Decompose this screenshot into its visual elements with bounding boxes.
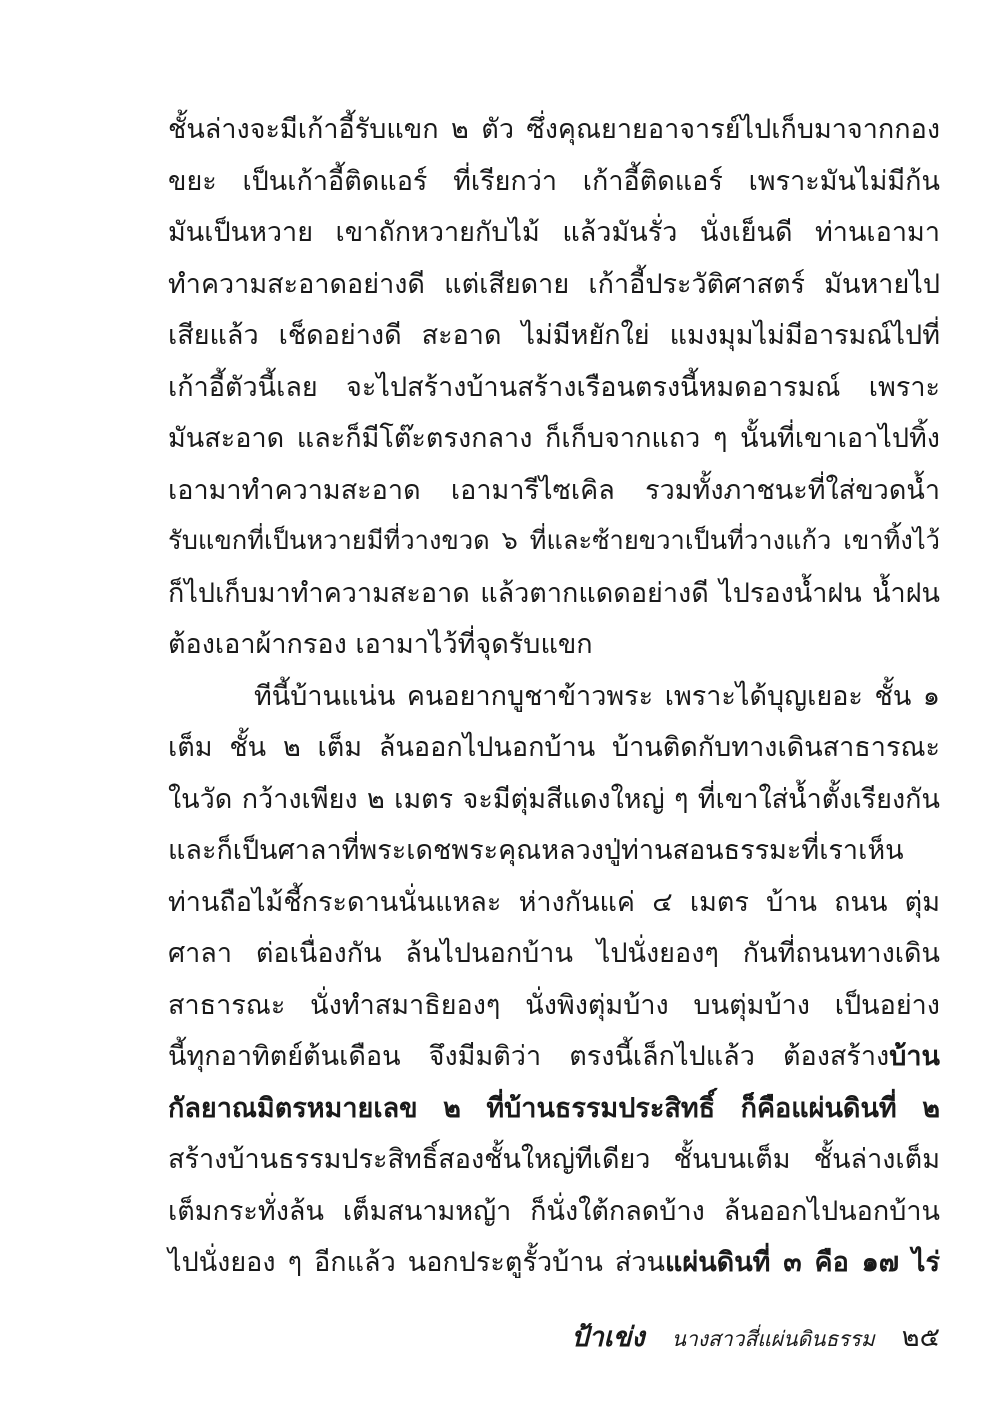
- footer-book-title: นางสาวสี่แผ่นดินธรรม: [671, 1327, 875, 1351]
- paragraph-start-line: ทีนี้บ้านแน่น คนอยากบูชาข้าวพระ เพราะได้บุญเยอะ ชั้น ๑: [254, 680, 940, 712]
- bold-phrase: แผ่นดินที่ ๓ คือ ๑๗ ไร่: [664, 1247, 940, 1278]
- body-text: [168, 104, 940, 1289]
- text-line: ขยะ เป็นเก้าอี้ติดแอร์ ที่เรียกว่า เก้าอี้ติดแอร์ เพราะมันไม่มีก้น: [168, 165, 940, 197]
- bold-phrase: กัลยาณมิตรหมายเลข ๒ ที่บ้านธรรมประสิทธิ์ ก็คือแผ่นดินที่ ๒: [168, 1092, 940, 1124]
- text-line: ไปนั่งยอง ๆ อีกแล้ว นอกประตูรั้วบ้าน ส่วนแผ่นดินที่ ๓ คือ ๑๗ ไร่: [168, 1247, 940, 1278]
- text-line: มันสะอาด และก็มีโต๊ะตรงกลาง ก็เก็บจากแถว ๆ นั้นที่เขาเอาไปทิ้ง: [168, 423, 940, 454]
- text-line: ทำความสะอาดอย่างดี แต่เสียดาย เก้าอี้ประวัติศาสตร์ มันหายไป: [168, 268, 940, 300]
- text-line: เต็มกระทั่งล้น เต็มสนามหญ้า ก็นั่งใต้กลดบ้าง ล้นออกไปนอกบ้าน: [168, 1195, 940, 1227]
- footer-author: ป้าเข่ง: [571, 1322, 645, 1353]
- text-line: ก็ไปเก็บมาทำความสะอาด แล้วตากแดดอย่างดี ไปรองน้ำฝน น้ำฝน: [168, 577, 940, 609]
- text-line: มันเป็นหวาย เขาถักหวายกับไม้ แล้วมันรั่ว นั่งเย็นดี ท่านเอามา: [168, 217, 940, 248]
- text-line: ศาลา ต่อเนื่องกัน ล้นไปนอกบ้าน ไปนั่งยองๆ กันที่ถนนทางเดิน: [168, 938, 940, 969]
- text-line: รับแขกที่เป็นหวายมีที่วางขวด ๖ ที่และซ้ายขวาเป็นที่วางแก้ว เขาทิ้งไว้: [168, 526, 940, 556]
- text-line: นี้ทุกอาทิตย์ต้นเดือน จึงมีมติว่า ตรงนี้เล็กไปแล้ว ต้องสร้างบ้าน: [168, 1041, 940, 1072]
- text-line: [168, 1083, 940, 1135]
- text-line: ท่านถือไม้ชี้กระดานนั่นแหละ ห่างกันแค่ ๔ เมตร บ้าน ถนน ตุ่ม: [168, 886, 940, 918]
- text-line: เอามาทำความสะอาด เอามารีไซเคิล รวมทั้งภาชนะที่ใส่ขวดน้ำ: [168, 474, 940, 506]
- text-line: เต็ม ชั้น ๒ เต็ม ล้นออกไปนอกบ้าน บ้านติดกับทางเดินสาธารณะ: [168, 732, 940, 763]
- bold-phrase: บ้าน: [889, 1041, 940, 1072]
- page-number: ๒๕: [901, 1322, 940, 1353]
- text-line: ในวัด กว้างเพียง ๒ เมตร จะมีตุ่มสีแดงใหญ่ ๆ ที่เขาใส่น้ำตั้งเรียงกัน: [168, 783, 940, 815]
- text-line: สร้างบ้านธรรมประสิทธิ์สองชั้นใหญ่ทีเดียว ชั้นบนเต็ม ชั้นล่างเต็ม: [168, 1144, 940, 1175]
- text-line: เก้าอี้ตัวนี้เลย จะไปสร้างบ้านสร้างเรือนตรงนี้หมดอารมณ์ เพราะ: [168, 371, 940, 403]
- text-line: ต้องเอาผ้ากรอง เอามาไว้ที่จุดรับแขก: [168, 629, 593, 660]
- page-footer: [571, 1318, 940, 1358]
- text-line: และก็เป็นศาลาที่พระเดชพระคุณหลวงปู่ท่านสอนธรรมะที่เราเห็น: [168, 835, 904, 866]
- text-line: สาธารณะ นั่งทำสมาธิยองๆ นั่งพิงตุ่มบ้าง บนตุ่มบ้าง เป็นอย่าง: [168, 989, 940, 1021]
- text-line: เสียแล้ว เช็ดอย่างดี สะอาด ไม่มีหยักใย่ แมงมุมไม่มีอารมณ์ไปที่: [168, 320, 940, 351]
- text-line: ชั้นล่างจะมีเก้าอี้รับแขก ๒ ตัว ซึ่งคุณยายอาจารย์ไปเก็บมาจากกอง: [168, 114, 940, 145]
